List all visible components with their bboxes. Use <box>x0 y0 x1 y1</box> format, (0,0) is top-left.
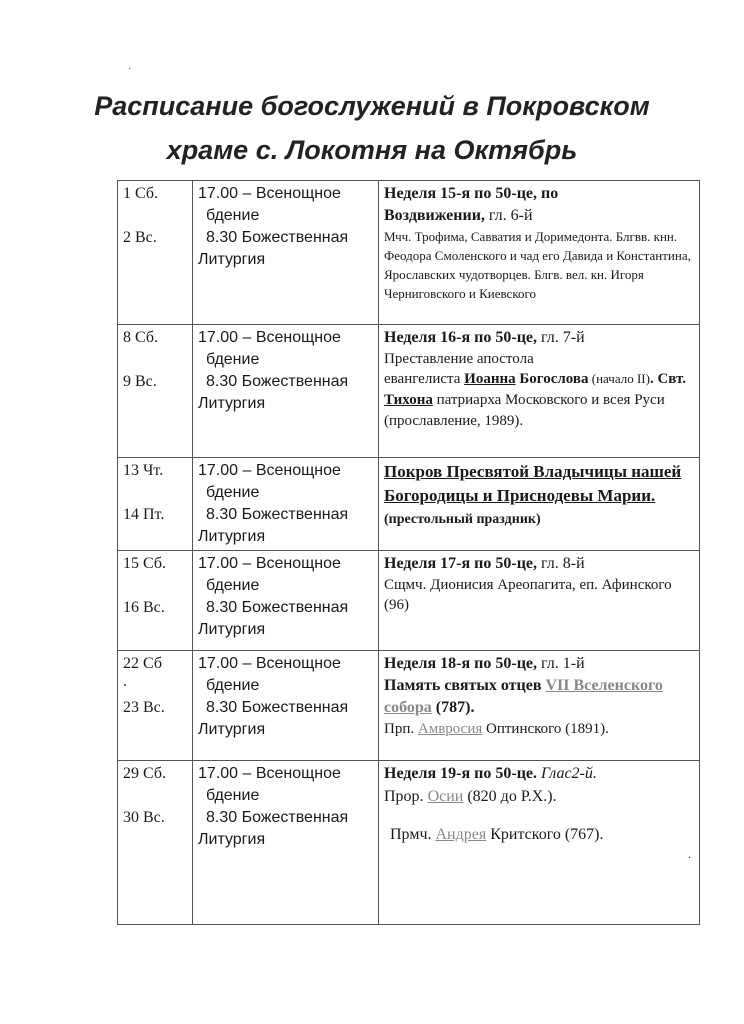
service-morning: 8.30 Божественная <box>206 699 349 716</box>
council-link[interactable]: VII Вселенского собора <box>384 677 663 716</box>
date-cell: 22 Сб . 23 Вс. <box>118 651 193 761</box>
table-row <box>118 458 700 551</box>
saint-rest: Оптинского (1891). <box>482 721 609 737</box>
saint-prefix: Прор. <box>384 788 428 805</box>
service-cell <box>193 651 379 761</box>
service-morning-cont: Литургия <box>198 831 266 848</box>
saints-text: Сщмч. Дионисия Ареопагита, еп. Афинского (96) <box>384 577 672 613</box>
tone-label: Глас2-й. <box>537 765 597 782</box>
commemoration-cell <box>379 181 700 325</box>
date-cell <box>118 551 193 651</box>
service-evening-cont: бдение <box>206 787 260 804</box>
date-sunday: 23 Вс. <box>123 699 165 716</box>
service-morning-cont: Литургия <box>198 721 266 738</box>
service-morning: 8.30 Божественная <box>206 506 349 523</box>
service-morning-cont: Литургия <box>198 528 266 545</box>
date-saturday: 8 Сб. <box>123 329 159 346</box>
feast-text: Преставление апостола <box>384 351 534 367</box>
sunday-heading: Неделя 16-я по 50-це, <box>384 329 538 346</box>
service-evening-cont: бдение <box>206 577 260 594</box>
service-evening-cont: бдение <box>206 207 260 224</box>
title-line-2: храме с. Локотня на Октябрь <box>166 135 578 165</box>
page-title <box>60 84 684 172</box>
date-cell <box>118 761 193 925</box>
service-morning-cont: Литургия <box>198 621 266 638</box>
service-evening-cont: бдение <box>206 677 260 694</box>
saints-text: Мчч. Трофима, Савватия и Доримедонта. Блгвв. кнн. Феодора Смоленского и чад его Давида и Константина, Ярославских чудотворцев. Блгв. вел. кн. Игоря Черниговского и Киевского <box>384 229 691 301</box>
saint-prefix: Прмч. <box>390 826 436 843</box>
date-saturday: 29 Сб. <box>123 765 167 782</box>
schedule-table <box>117 180 700 925</box>
service-cell <box>193 761 379 925</box>
commemoration-cell <box>379 551 700 651</box>
tone-label: гл. 8-й <box>537 555 585 572</box>
date-sunday: 16 Вс. <box>123 599 165 616</box>
feast-note: (престольный праздник) <box>384 512 541 527</box>
service-evening: 17.00 – Всенощное <box>198 185 341 202</box>
saint-rest: (820 до Р.Х.). <box>463 788 557 805</box>
service-morning-cont: Литургия <box>198 395 266 412</box>
service-evening: 17.00 – Всенощное <box>198 765 341 782</box>
saint-name-link[interactable]: Амвросия <box>417 721 483 737</box>
table-row <box>118 651 700 761</box>
saint-line <box>384 719 694 739</box>
table-row <box>118 181 700 325</box>
title-line-1: Расписание богослужений в Покровском <box>94 91 650 121</box>
commemoration-cell <box>379 761 700 925</box>
memory-heading: Память святых отцев <box>384 677 546 694</box>
service-cell <box>193 325 379 458</box>
scan-dot: · <box>128 64 132 75</box>
martyr-line <box>384 823 694 847</box>
saint-name-link[interactable]: Иоанна <box>464 371 516 387</box>
commemoration-cell <box>379 325 700 458</box>
date-cell <box>118 181 193 325</box>
date-saturday: 15 Сб. <box>123 555 167 572</box>
date-sunday: 2 Вс. <box>123 229 157 246</box>
table-row <box>118 761 700 925</box>
service-morning-cont: Литургия <box>198 251 266 268</box>
sunday-heading: Неделя 18-я по 50-це, <box>384 655 538 672</box>
service-evening: 17.00 – Всенощное <box>198 555 341 572</box>
service-cell <box>193 181 379 325</box>
council-year: (787). <box>431 699 475 716</box>
service-evening: 17.00 – Всенощное <box>198 655 341 672</box>
sunday-heading: Неделя 19-я по 50-це. <box>384 765 538 782</box>
date-saturday: 1 Сб. <box>123 185 159 202</box>
sunday-heading-cont: Воздвижении, <box>384 207 485 224</box>
commemoration-cell <box>379 458 700 551</box>
feast-part: евангелиста <box>384 371 465 387</box>
date-cell <box>118 458 193 551</box>
saint-prefix: . Свт. <box>649 371 687 387</box>
sunday-heading: Неделя 15-я по 50-це, по <box>384 185 559 202</box>
date-sunday: 9 Вс. <box>123 373 157 390</box>
service-morning: 8.30 Божественная <box>206 229 349 246</box>
service-evening: 17.00 – Всенощное <box>198 462 341 479</box>
tone-label: гл. 6-й <box>484 207 533 224</box>
stray-dot: . <box>688 847 691 861</box>
prophet-line <box>384 785 694 809</box>
service-cell <box>193 458 379 551</box>
service-cell <box>193 551 379 651</box>
service-morning: 8.30 Божественная <box>206 809 349 826</box>
saint-name-link[interactable]: Осии <box>427 788 464 805</box>
saint-name-link[interactable]: Андрея <box>435 826 487 843</box>
table-row <box>118 551 700 651</box>
date-cell <box>118 325 193 458</box>
saint-prefix: Прп. <box>384 721 418 737</box>
sunday-heading: Неделя 17-я по 50-це, <box>384 555 538 572</box>
date-saturday: 22 Сб <box>123 655 163 672</box>
date-friday: 14 Пт. <box>123 506 165 523</box>
tone-label: гл. 1-й <box>537 655 585 672</box>
service-evening: 17.00 – Всенощное <box>198 329 341 346</box>
service-evening-cont: бдение <box>206 351 260 368</box>
date-sunday: 30 Вс. <box>123 809 165 826</box>
saint-rest: патриарха Московского и всея Руси (прославление, 1989). <box>384 392 665 429</box>
commemoration-cell <box>379 651 700 761</box>
note-text: (начало II) <box>588 371 650 386</box>
saint-rest: Критского (767). <box>486 826 604 843</box>
date-thursday: 13 Чт. <box>123 462 164 479</box>
saint-name-link[interactable]: Тихона <box>384 392 433 408</box>
feast-text-cont <box>384 369 694 431</box>
service-morning: 8.30 Божественная <box>206 599 349 616</box>
service-evening-cont: бдение <box>206 484 260 501</box>
feast-heading: Покров Пресвятой Владычицы нашей Богородицы и Приснодевы Марии. <box>384 462 682 505</box>
tone-label: гл. 7-й <box>537 329 585 346</box>
table-row <box>118 325 700 458</box>
saint-epithet: Богослова <box>519 371 589 387</box>
service-morning: 8.30 Божественная <box>206 373 349 390</box>
